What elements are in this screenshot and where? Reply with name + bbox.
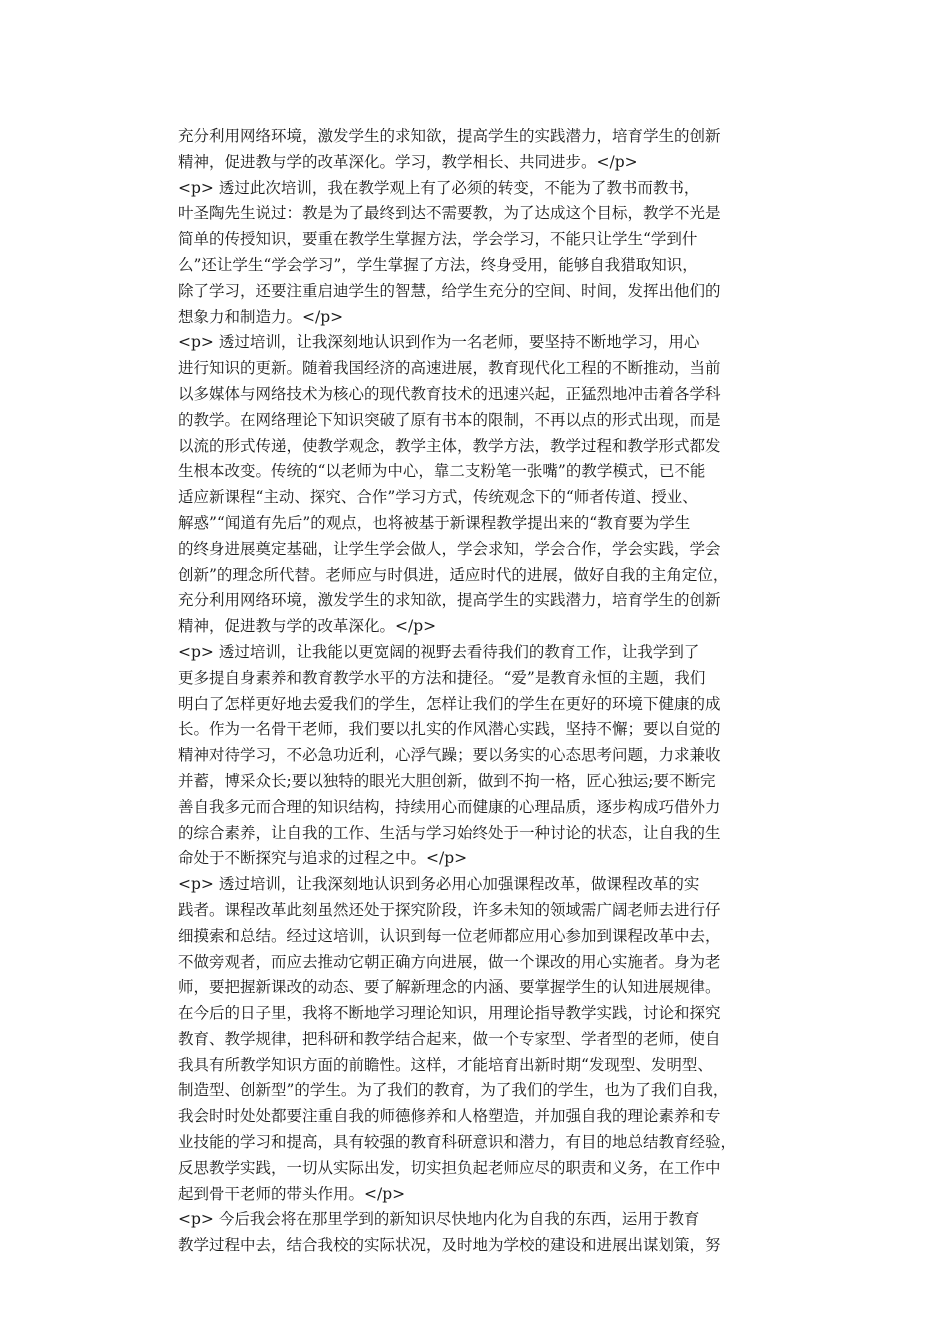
text-line: 并蓄，博采众长;要以独特的眼光大胆创新，做到不拘一格，匠心独运;要不断完 — [178, 771, 716, 790]
text-line: <p> 透过培训，让我深刻地认识到务必用心加强课程改革，做课程改革的实 — [178, 875, 700, 894]
text-line: 叶圣陶先生说过：教是为了最终到达不需要教，为了达成这个目标，教学不光是 — [178, 204, 721, 223]
text-line: <p> 透过培训，让我深刻地认识到作为一名老师，要坚持不断地学习，用心 — [178, 333, 700, 352]
text-line: 想象力和制造力。</p> — [178, 307, 344, 326]
text-line: 业技能的学习和提高，具有较强的教育科研意识和潜力，有目的地总结教育经验， — [178, 1133, 737, 1152]
text-line: <p> 今后我会将在那里学到的新知识尽快地内化为自我的东西，运用于教育 — [178, 1210, 700, 1229]
text-line: 教学过程中去，结合我校的实际状况，及时地为学校的建设和进展出谋划策，努 — [178, 1236, 721, 1255]
text-line: 细摸索和总结。经过这培训，认识到每一位老师都应用心参加到课程改革中去， — [178, 926, 721, 945]
text-line: 明白了怎样更好地去爱我们的学生，怎样让我们的学生在更好的环境下健康的成 — [178, 694, 721, 713]
text-line: 充分利用网络环境，激发学生的求知欲，提高学生的实践潜力，培育学生的创新 — [178, 127, 721, 145]
text-line: 除了学习，还要注重启迪学生的智慧，给学生充分的空间、时间，发挥出他们的 — [178, 281, 721, 300]
text-line: 么”还让学生“学会学习”，学生掌握了方法，终身受用，能够自我猎取知识， — [178, 255, 698, 274]
text-line: 反思教学实践，一切从实际出发，切实担负起老师应尽的职责和义务，在工作中 — [178, 1158, 721, 1177]
text-line: 我具有所教学知识方面的前瞻性。这样，才能培育出新时期“发现型、发明型、 — [178, 1055, 713, 1074]
text-line: 善自我多元而合理的知识结构，持续用心而健康的心理品质，逐步构成巧借外力 — [178, 797, 721, 816]
text-line: 不做旁观者，而应去推动它朝正确方向进展，做一个课改的用心实施者。身为老 — [178, 952, 721, 971]
text-line: 以流的形式传递，使教学观念，教学主体，教学方法，教学过程和教学形式都发 — [178, 436, 721, 455]
text-line: 我会时时处处都要注重自我的师德修养和人格塑造，并加强自我的理论素养和专 — [178, 1107, 721, 1126]
text-line: 师，要把握新课改的动态、要了解新理念的内涵、要掌握学生的认知进展规律。 — [178, 978, 721, 997]
text-line: 践者。课程改革此刻虽然还处于探究阶段，许多未知的领域需广阔老师去进行仔 — [178, 900, 721, 919]
text-line: 精神，促进教与学的改革深化。学习，教学相长、共同进步。</p> — [178, 152, 638, 171]
text-line: 简单的传授知识，要重在教学生掌握方法，学会学习，不能只让学生“学到什 — [178, 230, 698, 249]
text-line: 充分利用网络环境，激发学生的求知欲，提高学生的实践潜力，培育学生的创新 — [178, 591, 721, 610]
text-line: 的教学。在网络理论下知识突破了原有书本的限制，不再以点的形式出现，而是 — [178, 410, 721, 429]
text-line: 以多媒体与网络技术为核心的现代教育技术的迅速兴起，正猛烈地冲击着各学科 — [178, 384, 721, 403]
text-line: 制造型、创新型”的学生。为了我们的教育，为了我们的学生，也为了我们自我， — [178, 1081, 729, 1100]
text-line: 长。作为一名骨干老师，我们要以扎实的作风潜心实践，坚持不懈；要以自觉的 — [178, 720, 721, 739]
text-line: 的综合素养，让自我的工作、生活与学习始终处于一种讨论的状态，让自我的生 — [178, 823, 721, 842]
text-line: 生根本改变。传统的“以老师为中心，靠二支粉笔一张嘴”的教学模式，已不能 — [178, 462, 706, 481]
text-line: 进行知识的更新。随着我国经济的高速进展，教育现代化工程的不断推动，当前 — [178, 359, 721, 378]
text-line: 教育、教学规律，把科研和教学结合起来，做一个专家型、学者型的老师，使自 — [178, 1029, 721, 1048]
text-line: 起到骨干老师的带头作用。</p> — [178, 1184, 406, 1203]
text-line: <p> 透过培训，让我能以更宽阔的视野去看待我们的教育工作，让我学到了 — [178, 642, 700, 661]
document-body — [178, 124, 778, 1259]
text-line: 创新”的理念所代替。老师应与时俱进，适应时代的进展，做好自我的主角定位， — [178, 565, 729, 584]
text-line: 适应新课程“主动、探究、合作”学习方式，传统观念下的“师者传道、授业、 — [178, 488, 698, 507]
text-line: 命处于不断探究与追求的过程之中。</p> — [178, 849, 468, 868]
text-line: 解惑”“闻道有先后”的观点，也将被基于新课程教学提出来的“教育要为学生 — [178, 513, 691, 532]
text-line: <p> 透过此次培训，我在教学观上有了必须的转变，不能为了教书而教书， — [178, 178, 700, 197]
text-line: 精神，促进教与学的改革深化。</p> — [178, 617, 437, 636]
text-line: 在今后的日子里，我将不断地学习理论知识，用理论指导教学实践，讨论和探究 — [178, 1004, 721, 1023]
text-line: 更多提自身素养和教育教学水平的方法和捷径。“爱”是教育永恒的主题，我们 — [178, 668, 706, 687]
text-line: 的终身进展奠定基础，让学生学会做人，学会求知，学会合作，学会实践，学会 — [178, 539, 721, 558]
text-line: 精神对待学习，不必急功近利，心浮气躁；要以务实的心态思考问题，力求兼收 — [178, 746, 721, 765]
